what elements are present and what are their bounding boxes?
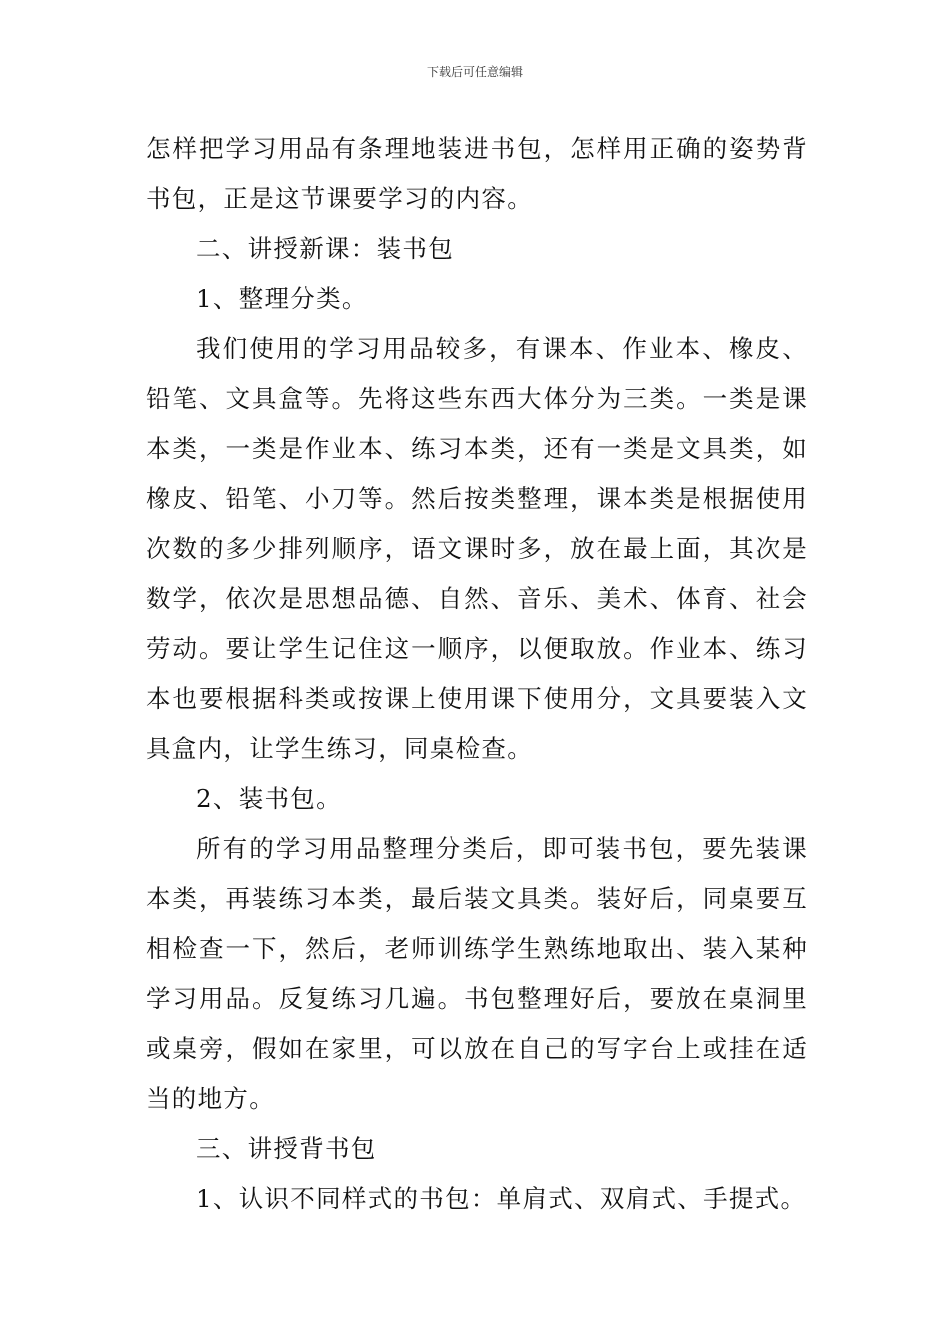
paragraph-pack-details: 所有的学习用品整理分类后，即可装书包，要先装课本类，再装练习本类，最后装文具类。装好后，同桌要互相检查一下，然后，老师训练学生熟练地取出、装入某种学习用品。反复练习几遍。书包整理好后，要放在桌洞里或桌旁，假如在家里，可以放在自己的写字台上或挂在适当的地方。 xyxy=(146,834,808,1113)
document-body xyxy=(146,124,808,1224)
subheading-sort: 1、整理分类。 xyxy=(196,284,368,313)
subheading-pack: 2、装书包。 xyxy=(196,784,342,813)
subheading-bag-styles: 1、认识不同样式的书包：单肩式、双肩式、手提式。 xyxy=(196,1184,807,1213)
section-heading-carry-bag: 三、讲授背书包 xyxy=(196,1134,377,1163)
paragraph-intro-continuation: 怎样把学习用品有条理地装进书包，怎样用正确的姿势背书包，正是这节课要学习的内容。 xyxy=(146,134,808,213)
page-header: 下载后可任意编辑 xyxy=(426,65,523,79)
section-heading-pack-bag: 二、讲授新课：装书包 xyxy=(196,234,454,263)
paragraph-sort-details: 我们使用的学习用品较多，有课本、作业本、橡皮、铅笔、文具盒等。先将这些东西大体分为三类。一类是课本类，一类是作业本、练习本类，还有一类是文具类，如橡皮、铅笔、小刀等。然后按类整理，课本类是根据使用次数的多少排列顺序，语文课时多，放在最上面，其次是数学，依次是思想品德、自然、音乐、美术、体育、社会劳动。要让学生记住这一顺序，以便取放。作业本、练习本也要根据科类或按课上使用课下使用分，文具要装入文具盒内，让学生练习，同桌检查。 xyxy=(146,334,808,763)
